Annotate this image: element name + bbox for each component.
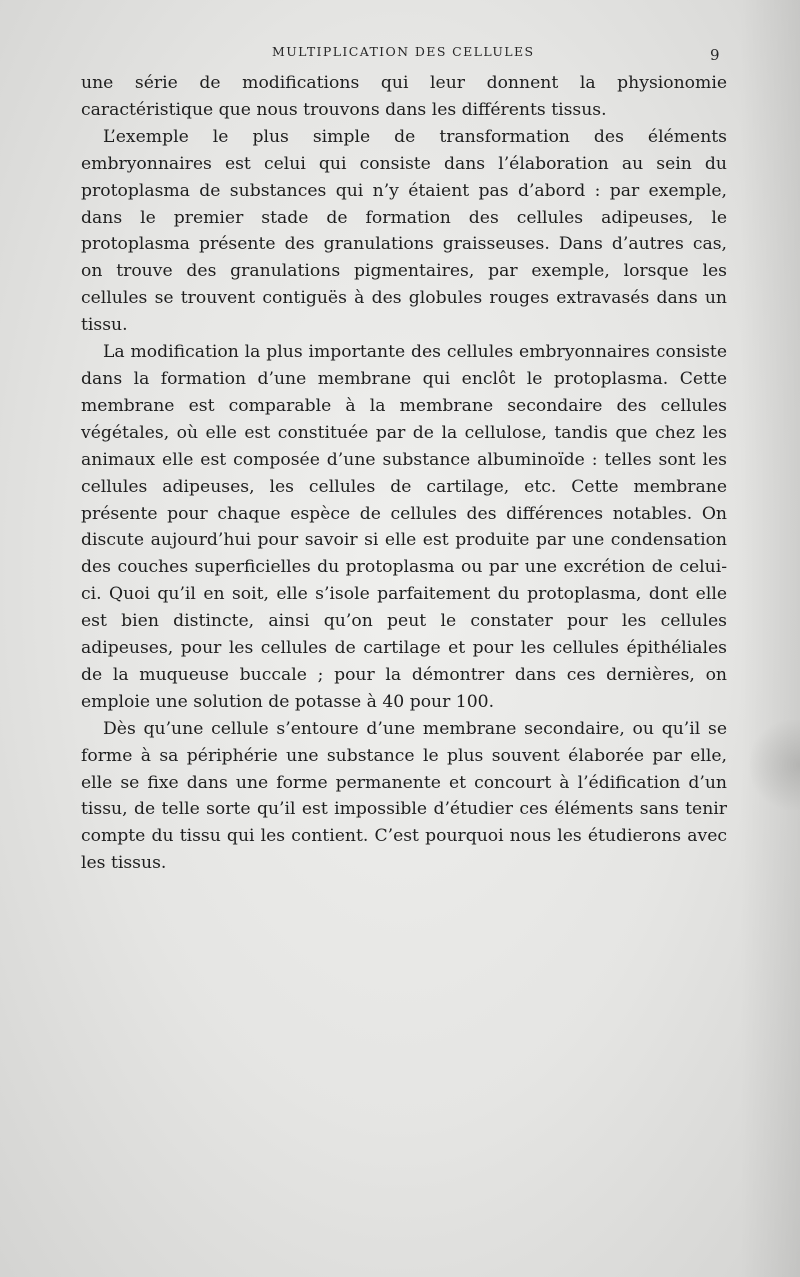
paragraph-secondary-membrane: Dès qu’une cellule s’entoure d’une membrane secondaire, ou qu’il se forme à sa périphérie une substance le plus souvent élaborée par elle, elle se fixe dans une forme permanente et concourt à l’édification d’un tissu, de telle sorte qu’il est impossible d’étudier ces éléments sans tenir compte du tissu qui les contient. C’est pourquoi nous les étudierons avec les tissus. — [81, 718, 727, 874]
page-header — [0, 44, 800, 64]
paragraph-membrane-formation: La modification la plus importante des cellules embryonnaires consiste dans la formation d’une membrane qui enclôt le protoplasma. Cette membrane est comparable à la membrane secondaire des cellules végétales, où elle est constituée par de la cellulose, tandis que chez les animaux elle est composée d’une substance albuminoïde : telles sont les cellules adipeuses, les cellules de cartilage, etc. Cette membrane présente pour chaque espèce de cellules des différences notables. On discute aujourd’hui pour savoir si elle est produite par une condensation des couches superficielles du protoplasma ou par une excrétion de celui-ci. Quoi qu’il en soit, elle s’isole parfaitement du protoplasma, dont elle est bien distincte, ainsi qu’on peut le constater pour les cellules adipeuses, pour les cellules de cartilage et pour les cellules épithéliales de la muqueuse buccale ; pour la démontrer dans ces dernières, on emploie une solution de potasse à 40 pour 100. — [81, 342, 727, 712]
page-edge-shadow — [740, 0, 800, 1277]
running-title: MULTIPLICATION DES CELLULES — [272, 44, 535, 59]
page-number: 9 — [710, 46, 720, 64]
paragraph-continued: une série de modifications qui leur donnent la physionomie caractéristique que nous trouvons dans les différents tissus. — [81, 73, 727, 120]
body-text — [81, 70, 727, 877]
paper-stain — [750, 720, 800, 810]
paragraph-embryonic-elements: L’exemple le plus simple de transformation des éléments embryonnaires est celui qui consiste dans l’élaboration au sein du protoplasma de substances qui n’y étaient pas d’abord : par exemple, dans le premier stade de formation des cellules adipeuses, le protoplasma présente des granulations graisseuses. Dans d’autres cas, on trouve des granulations pigmentaires, par exemple, lorsque les cellules se trouvent contiguës à des globules rouges extravasés dans un tissu. — [81, 126, 727, 336]
